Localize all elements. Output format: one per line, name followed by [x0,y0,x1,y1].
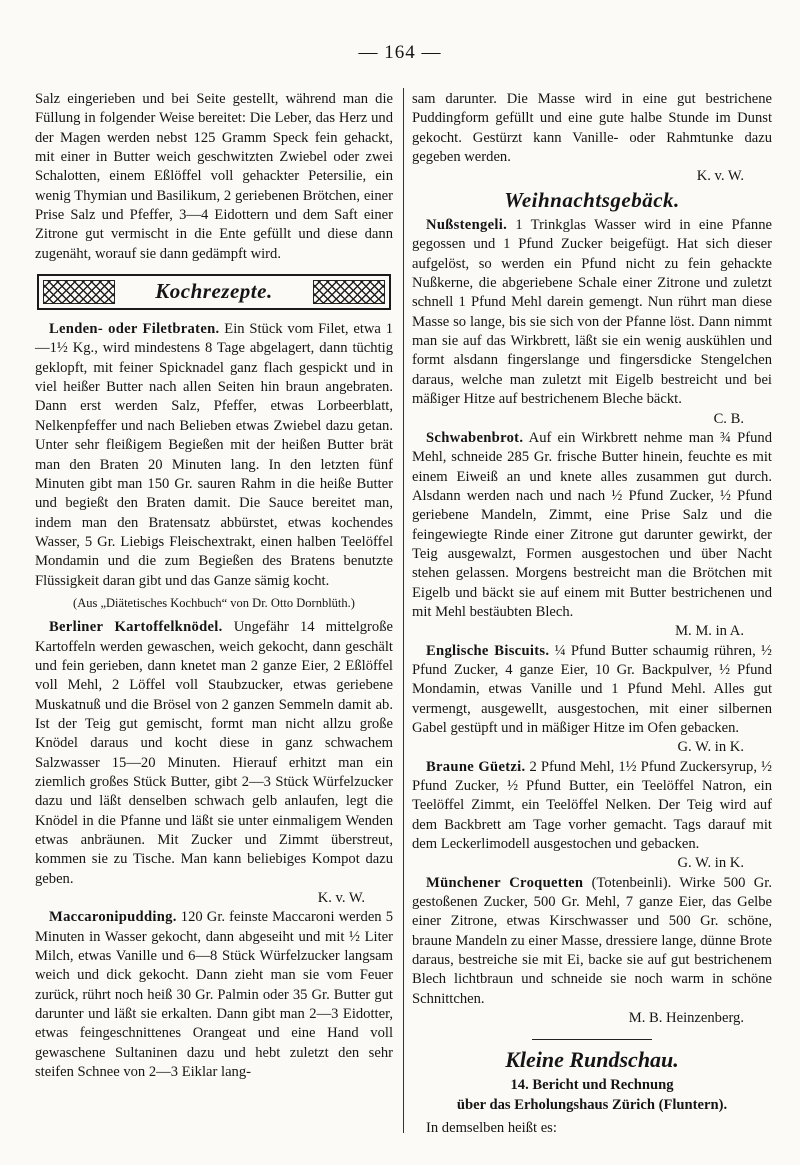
recipe-title: Braune Güetzi. [426,758,526,775]
report-heading-line2: über das Erholungshaus Zürich (Fluntern). [456,1096,728,1113]
recipe-muenchener-croquetten [412,874,772,1009]
right-column [412,90,772,1138]
recipe-schwabenbrot [412,429,772,622]
column-divider [403,88,404,1133]
recipe-text: Ungefähr 14 mittelgroße Kartoffeln werden gewaschen, weich gekocht, dann geschält und fein gerieben, dann knetet man 2 ganze Eier, 2 Eßlöffel voll Mehl, 2 Löffel voll Staubzucker, etwas geriebene Muskatnuß und die Brösel von 2 ganzen Semmeln damit ab. Ist der Teig gut gemischt, formt man nicht allzu große Knödel daraus und kocht diese in ganz schwachem Salzwasser 15—20 Minuten. Hierauf erhitzt man ein ziemlich großes Stück Butter, gibt 2—3 Stück Würfelzucker dazu und läßt denselben schwach gelb anlaufen, legt die Knödel in die Pfanne und läßt sie unter einmaligem Wenden etwas anbräunen. Mit Zucker und Zimmt überstreut, kommen sie zu Tische. Man kann beliebiges Kompot dazu geben. [35,619,393,887]
recipe-text: Ein Stück vom Filet, etwa 1—1½ Kg., wird mindestens 8 Tage abgelagert, dann tüchtig geklopft, mit feiner Spicknadel ganz flach gespickt und in viel heißer Butter nach allen Seiten hin braun angebraten. Dann erst werden Salz, Pfeffer, etwas Lorbeerblatt, Nelkenpfeffer und nach Belieben etwas Zwiebel dazu getan. Unter sehr fleißigem Begießen mit der heißen Butter brät man den Braten 20 Minuten lang. In den letzten fünf Minuten gibt man 150 Gr. sauren Rahm in die heiße Butter und begießt den Braten damit. Die Sauce bereitet man, indem man den Bratensatz abbürstet, etwas kochendes Wasser, 5 Gr. Liebigs Fleischextrakt, einen halben Teelöffel Mondamin und die zum Begießen des Bratens benutzte Flüssigkeit daran gibt und das Ganze sämig kocht. [35,321,393,589]
recipe-continuation: sam darunter. Die Masse wird in eine gut bestrichene Puddingform gefüllt und eine gute halbe Stunde im Dunst gekocht. Gestürzt kann Vanille- oder Rahmtunke dazu gegeben werden. [412,91,772,166]
recipe-signature: K. v. W. [317,890,365,907]
recipe-title: Berliner Kartoffelknödel. [49,619,223,636]
recipe-signature: C. B. [713,410,744,427]
recipe-filetbraten [35,320,393,591]
recipe-title: Schwabenbrot. [426,429,524,446]
recipe-signature: K. v. W. [696,168,744,185]
left-column [35,90,393,1083]
recipe-englische-biscuits [412,642,772,739]
recipe-signature: M. B. Heinzenberg. [628,1010,744,1027]
page-number: — 164 — [358,42,442,63]
report-text: In demselben heißt es: [426,1119,557,1136]
section-title-kleine-rundschau: Kleine Rundschau. [505,1046,679,1072]
recipe-text: ¼ Pfund Butter schaumig rühren, ½ Pfund Zucker, 4 ganze Eier, 10 Gr. Backpulver, ½ Pfund Mondamin, etwas Vanille und 1 Pfund Mehl. Alles gut vermengt, ausgewellt, ausgestochen, mit einer silbernen Gabel gestüpft und in mäßiger Hitze im Ofen gebacken. [412,642,772,736]
recipe-maccaronipudding [35,908,393,1082]
intro-paragraph: Salz eingerieben und bei Seite gestellt, während man die Füllung in folgender Weise bereitet: Die Leber, das Herz und der Magen werden nebst 125 Gramm Speck fein gehackt, mit einer in Butter weich geschwitzten Zwiebel oder zwei Schalotten, einem Eßlöffel voll gehackter Petersilie, ein wenig Thymian und Basilikum, 2 geriebenen Brötchen, einer Prise Salz und Pfeffer, 3—4 Eidottern und dem Saft einer Zitrone gut vermischt in die Ente gefüllt und diese dann zugenäht, worauf sie dann gedämpft wird. [35,91,393,262]
recipe-signature: G. W. in K. [677,855,744,872]
recipe-title: Nußstengeli. [426,217,508,234]
recipe-nussstengeli [412,216,772,409]
recipe-title: Englische Biscuits. [426,642,550,659]
recipe-text: Auf ein Wirkbrett nehme man ¾ Pfund Mehl, schneide 285 Gr. frische Butter hinein, feuchte es mit einem Eiweiß an und knete alles zusammen gut durch. Alsdann werden nach und nach ½ Pfund Zucker, ½ Pfund geriebene Mandeln, Zimmt, eine Prise Salz und die feingewiegte Rinde einer Zitrone gut darunter gewirkt, der Teig ausgewalzt, Formen ausgestochen und über Nacht stehen gelassen. Morgens bestreicht man die Brötchen mit Eigelb und bäckt sie auf einem mit Butter bestrichenen und mit Mehl bestäubten Blech. [412,429,772,620]
recipe-title: Maccaronipudding. [49,909,177,926]
banner-title: Kochrezepte. [155,279,273,304]
recipe-braune-guetzi [412,758,772,855]
ornament-left-icon [43,280,115,304]
recipe-text: 2 Pfund Mehl, 1½ Pfund Zuckersyrup, ½ Pfund Zucker, ½ Pfund Butter, ein Teelöffel Natron, ein Teelöffel Zimmt, ein Teelöffel Nelken. Der Teig wird auf dem Backbrett am Tage vorher gemacht. Tags darauf mit dem Leckerlimodell ausgestochen und gebacken. [412,758,772,853]
kochrezepte-banner [37,274,391,310]
recipe-text: (Totenbeinli). Wirke 500 Gr. gestoßenen Zucker, 500 Gr. Mehl, 7 ganze Eier, das Gelbe einer Zitrone, etwas Kirschwasser und 500 Gr. schöne, braune Mandeln zu einer Masse, dressiere lange, dünne Brote daraus, bestreiche sie mit Ei, backe sie auf gut bestrichenem Blech lichtbraun und schneide sie noch warm in schöne Schnittchen. [412,874,773,1007]
recipe-signature: M. M. in A. [675,623,744,640]
recipe-title: Lenden- oder Filetbraten. [49,321,220,338]
ornament-right-icon [313,280,385,304]
source-note: (Aus „Diätetisches Kochbuch“ von Dr. Otto Dornblüth.) [73,595,355,610]
recipe-signature: G. W. in K. [677,739,744,756]
report-heading-line1: 14. Bericht und Rechnung [510,1076,674,1093]
section-rule [532,1039,652,1040]
recipe-text: 120 Gr. feinste Maccaroni werden 5 Minuten in Wasser gekocht, dann abgeseiht und mit ½ Liter Milch, etwas Vanille und 6—8 Stück Würfelzucker langsam weich und dick gekocht. Dann zieht man sie vom Feuer zurück, rührt noch heiß 30 Gr. Palmin oder 35 Gr. Butter gut darunter und läßt sie erkalten. Dann gibt man 2—3 Eidotter, etwas feingeschnittenes Orangeat und eine Hand voll gewaschene Sultaninen dazu und hebt zuletzt den sehr steifen Schnee von 2—3 Eiklar lang- [35,909,393,1081]
recipe-title: Münchener Croquetten [426,874,584,891]
section-title-weihnachtsgebaeck: Weihnachtsgebäck. [504,187,680,212]
recipe-text: 1 Trinkglas Wasser wird in eine Pfanne gegossen und 1 Pfund Zucker beigefügt. Hat sich dieser aufgelöst, so werden ein Pfund nicht zu fein gehackte Nußkerne, die abgeriebene Schale einer Zitrone und zuletzt schnell 1 Pfund Mehl darein gemengt. Nun rührt man diese Masse so lange, bis sie sich von der Pfanne löst. Dann nimmt man sie auf das Wirkbrett, läßt sie ein wenig auskühlen und formt alsdann fingerslange und fingersdicke Stengelchen daraus, welche man zuletzt mit Eigelb bestreicht und bei mäßiger Hitze auf bestrichenem Bleche bäckt. [412,217,772,408]
recipe-kartoffelknoedel [35,618,393,889]
